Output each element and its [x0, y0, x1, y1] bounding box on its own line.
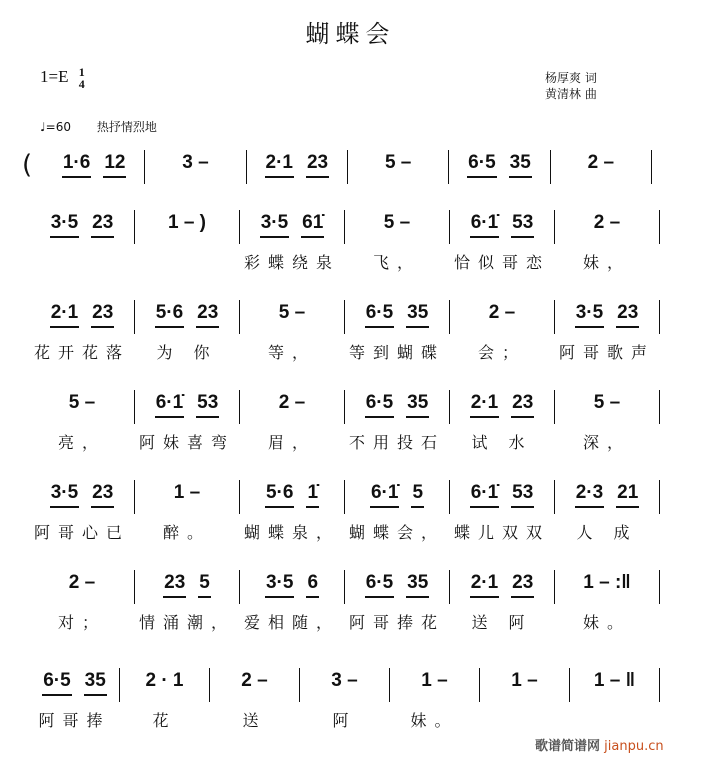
note-group: 23	[91, 300, 114, 328]
lyric: 妹。	[410, 711, 459, 730]
note-group: 6·5	[365, 300, 394, 328]
measure	[570, 668, 660, 702]
composer: 黄清林 曲	[545, 87, 597, 101]
lyric: 人 成	[576, 523, 638, 542]
staff-row	[30, 390, 660, 450]
note-group: 23	[91, 210, 114, 238]
measure	[450, 480, 555, 542]
staff-row	[30, 668, 660, 728]
measure	[240, 570, 345, 632]
lyric: 为 你	[156, 343, 218, 362]
watermark	[535, 735, 664, 754]
measure	[30, 300, 135, 362]
notes	[135, 570, 239, 598]
notes	[120, 668, 209, 694]
measure	[145, 150, 246, 184]
tempo-value: ♩=60	[40, 120, 71, 134]
lyric: 不用投石	[348, 433, 445, 452]
lyric: 阿哥歌声	[558, 343, 655, 362]
measure	[450, 390, 555, 452]
watermark-cn: 歌谱简谱网	[535, 739, 601, 754]
note-group: 21	[616, 480, 639, 508]
notes	[345, 390, 449, 418]
note-group: 1·6	[62, 150, 91, 178]
note-group: 1 – :‖	[583, 572, 631, 593]
note-group: 2·3	[575, 480, 604, 508]
note-group: 5 –	[68, 392, 96, 413]
note-group: 2 · 1	[145, 670, 184, 691]
note-group: 1 – )	[167, 212, 207, 233]
staff-row	[30, 210, 660, 270]
lyric: 等，	[267, 343, 316, 362]
lyric: 情涌潮，	[138, 613, 235, 632]
lyric: 醉。	[162, 523, 211, 542]
lyric: 阿哥捧花	[348, 613, 445, 632]
measure	[555, 570, 660, 632]
notes	[240, 480, 344, 508]
note-group: 3·5	[260, 210, 289, 238]
lyric: 花	[152, 711, 177, 730]
measure	[135, 480, 240, 542]
notes	[555, 570, 659, 596]
note-group: 23	[511, 390, 534, 418]
measure	[135, 570, 240, 632]
note-group: 35	[406, 570, 429, 598]
notes	[450, 300, 554, 326]
notes	[555, 300, 659, 328]
note-group: 2·1	[50, 300, 79, 328]
lyric: 蝶儿双双	[453, 523, 550, 542]
measure	[390, 668, 480, 730]
measure	[345, 390, 450, 452]
notes	[145, 150, 245, 176]
lyric: 飞，	[372, 253, 421, 272]
lyric: 蝴蝶泉，	[243, 523, 340, 542]
note-group: 23	[306, 150, 329, 178]
measure	[30, 390, 135, 452]
note-group: 5	[411, 480, 424, 508]
measure	[240, 300, 345, 362]
note-group: 2 –	[278, 392, 306, 413]
lyric: 阿	[332, 711, 357, 730]
notes	[345, 300, 449, 328]
notes	[210, 668, 299, 694]
note-group: 12	[103, 150, 126, 178]
notes	[135, 210, 239, 236]
notes	[30, 390, 134, 416]
lyric: 阿哥捧	[38, 711, 111, 730]
note-group: 6	[306, 570, 319, 598]
key-label: 1=E	[40, 66, 69, 86]
measure	[480, 668, 570, 702]
notes	[450, 210, 554, 238]
measure	[30, 570, 135, 632]
measure	[30, 668, 120, 730]
notes	[135, 480, 239, 506]
key-signature	[40, 66, 85, 90]
note-group: 1 – ‖	[593, 670, 636, 691]
note-group: 23	[616, 300, 639, 328]
measure	[450, 300, 555, 362]
measure	[345, 480, 450, 542]
measure	[240, 210, 345, 272]
lyric: 等到蝴碟	[348, 343, 445, 362]
staff-row	[30, 300, 660, 360]
note-group: 2·1	[265, 150, 294, 178]
note-group: 3·5	[50, 480, 79, 508]
notes	[30, 210, 134, 238]
notes	[240, 210, 344, 238]
measure	[120, 668, 210, 730]
notes	[480, 668, 569, 694]
note-group: 23	[196, 300, 219, 328]
lyric: 深，	[582, 433, 631, 452]
notes	[348, 150, 448, 176]
lyric: 蝴蝶会，	[348, 523, 445, 542]
note-group: 2 –	[593, 212, 621, 233]
notes	[247, 150, 347, 178]
measure	[449, 150, 550, 184]
notes	[450, 390, 554, 418]
notes	[390, 668, 479, 694]
note-group: 6·5	[365, 570, 394, 598]
note-group: 3 –	[182, 152, 209, 173]
note-group: 3·5	[265, 570, 294, 598]
note-group: 5 –	[384, 152, 412, 173]
lyric: 送	[242, 711, 267, 730]
measure	[450, 210, 555, 272]
lyric: 恰似哥恋	[453, 253, 550, 272]
measure	[44, 150, 145, 184]
note-group: 53	[511, 210, 534, 238]
notes	[240, 570, 344, 598]
measure	[551, 150, 652, 184]
notes	[30, 300, 134, 328]
measure	[345, 570, 450, 632]
lyric: 花开花落	[33, 343, 130, 362]
measure	[30, 210, 135, 244]
note-group: 53	[196, 390, 219, 418]
notes	[345, 480, 449, 508]
notes	[135, 390, 239, 418]
time-den: 4	[78, 77, 85, 91]
lyric: 彩蝶绕泉	[243, 253, 340, 272]
notes	[30, 480, 134, 508]
note-group: 1 –	[511, 670, 538, 691]
note-group: 5	[198, 570, 211, 598]
note-group: 5 –	[278, 302, 306, 323]
lyric: 亮，	[57, 433, 106, 452]
notes	[30, 668, 119, 696]
notes	[450, 480, 554, 508]
measure	[240, 390, 345, 452]
song-title: 蝴蝶会	[305, 20, 396, 48]
measure	[135, 300, 240, 362]
measure	[450, 570, 555, 632]
note-group: 1 –	[421, 670, 448, 691]
time-num: 1	[78, 65, 85, 79]
note-group: 3·5	[575, 300, 604, 328]
note-group: 6·1̇	[470, 210, 499, 238]
note-group: 6·1̇	[470, 480, 499, 508]
staff-row	[30, 480, 660, 540]
note-group: 35	[84, 668, 107, 696]
lyric: 会；	[477, 343, 526, 362]
notes	[345, 570, 449, 598]
note-group: 2 –	[587, 152, 615, 173]
notes	[570, 668, 659, 694]
note-group: 23	[163, 570, 186, 598]
note-group: 61̇	[301, 210, 324, 238]
notes	[450, 570, 554, 598]
note-group: 35	[406, 390, 429, 418]
note-group: 1 –	[173, 482, 201, 503]
note-group: 6·5	[467, 150, 496, 178]
measure	[135, 210, 240, 244]
note-group: 2 –	[241, 670, 268, 691]
measure	[30, 480, 135, 542]
note-group: 5 –	[383, 212, 411, 233]
note-group: 23	[511, 570, 534, 598]
lyric: 阿哥心已	[33, 523, 130, 542]
measure	[210, 668, 300, 730]
expression: 热抒情烈地	[96, 120, 157, 134]
notes	[551, 150, 651, 176]
lyricist: 杨厚爽 词	[545, 71, 597, 85]
measure	[240, 480, 345, 542]
note-group: 5·6	[155, 300, 184, 328]
note-group: 2·1	[470, 390, 499, 418]
notes	[240, 300, 344, 326]
measure	[555, 300, 660, 362]
note-group: 53	[511, 480, 534, 508]
lyric: 妹。	[582, 613, 631, 632]
lyric: 对；	[57, 613, 106, 632]
notes	[555, 390, 659, 416]
watermark-en: jianpu.cn	[604, 739, 664, 754]
lyric: 妹，	[582, 253, 631, 272]
notes	[44, 150, 144, 178]
tempo-marking	[40, 118, 157, 135]
measure	[555, 210, 660, 272]
notes	[30, 570, 134, 596]
note-group: 3·5	[50, 210, 79, 238]
lyric: 阿妹喜弯	[138, 433, 235, 452]
note-group: 23	[91, 480, 114, 508]
note-group: 35	[509, 150, 532, 178]
lyric: 试 水	[471, 433, 533, 452]
credits	[545, 70, 597, 102]
notes	[135, 300, 239, 328]
time-signature	[79, 66, 85, 90]
measure	[348, 150, 449, 184]
note-group: 2 –	[488, 302, 516, 323]
note-group: 6·1̇	[155, 390, 184, 418]
measure	[555, 390, 660, 452]
staff-row	[22, 150, 652, 210]
measure	[135, 390, 240, 452]
notes	[449, 150, 549, 178]
notes	[240, 390, 344, 416]
note-group: 35	[406, 300, 429, 328]
lyric: 眉，	[267, 433, 316, 452]
note-group: 6·1̇	[370, 480, 399, 508]
measure	[247, 150, 348, 184]
staff-row	[30, 570, 660, 630]
notes	[300, 668, 389, 694]
row-prefix: (	[22, 150, 33, 180]
lyric: 送 阿	[471, 613, 533, 632]
measure	[345, 210, 450, 272]
measure	[345, 300, 450, 362]
note-group: 3 –	[331, 670, 358, 691]
note-group: 2 –	[68, 572, 96, 593]
lyric: 爱相随，	[243, 613, 340, 632]
note-group: 5 –	[593, 392, 621, 413]
notes	[555, 210, 659, 236]
note-group: 2·1	[470, 570, 499, 598]
note-group: 6·5	[365, 390, 394, 418]
measure	[300, 668, 390, 730]
notes	[555, 480, 659, 508]
note-group: 6·5	[42, 668, 71, 696]
note-group: 5·6	[265, 480, 294, 508]
measure	[555, 480, 660, 542]
notes	[345, 210, 449, 236]
note-group: 1̇	[306, 480, 319, 508]
